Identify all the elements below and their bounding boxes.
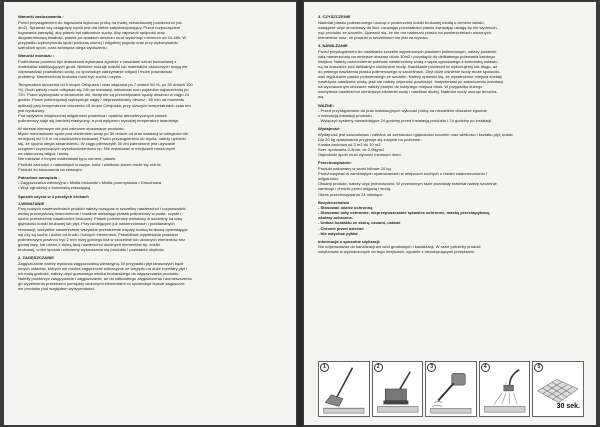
text-line: • Wąż ogrodowy z końcówką zraszającą xyxy=(18,185,91,191)
text-line: - Stosować buty ochronne, nieprzepuszczalne rękawice ochronne, maskę przeciwpyłową, xyxy=(318,210,491,216)
section-heading: Potrzebne narzędzia : xyxy=(18,174,60,180)
section-heading: Sposób użycia w 4 prostych krokach xyxy=(18,193,89,199)
step-2-panel xyxy=(372,361,424,417)
text-line: Dla 20 kg opakowania przyjmuje się zużycie na poziomie : xyxy=(318,137,423,143)
text-line: wą. xyxy=(318,94,325,100)
text-line: nawilżycie nawilżone wodą, jeśli nie należy czynność powtórzyć. Natychmiast po zakończeniu instalacji xyxy=(318,79,503,85)
text-line: górnej fazy, lub równo z dolną fazą nawierzchni ukośnych elementów np. kostki xyxy=(18,241,160,247)
text-line: W okresie zimowym nie jest zalecane stosowanie produktu. xyxy=(18,125,125,131)
text-line: Produkt pakowany w worki foliowe 20 kg. xyxy=(318,166,392,172)
text-line: Przed przystąpieniem do nawilżania szczelin wypełnionych piaskiem polimerowym, należy podzielić xyxy=(318,48,497,54)
paragraph xyxy=(18,59,284,79)
section-heading: 1.WMIATANIE xyxy=(18,200,45,206)
section-heading: WAŻNE: xyxy=(318,102,334,108)
section-heading: Warunki montażu : xyxy=(18,53,55,59)
text-line: innych układów, których nie można zagęszczać wibracyjnie ze względu na duże rozmiary płyt i xyxy=(18,265,187,271)
text-line: Mycie mechaniczne spoin pod ciśnieniem wody po 30 dniach od dnia instalacji w odległości nie xyxy=(18,130,189,136)
broom-sweeping-icon xyxy=(319,362,369,416)
section-heading: Przechowywanie: xyxy=(318,160,352,166)
text-line: z instrukcją instalacji produktu . xyxy=(318,113,375,119)
paragraph xyxy=(18,180,284,190)
step-number: 2 xyxy=(374,363,383,372)
paragraph xyxy=(318,205,584,236)
text-line: Kostka brukowa od 3 m2 do 10 m2 xyxy=(318,142,381,148)
text-line: Nie mieszać z innymi materiałami typu cement, piasek. xyxy=(18,156,117,162)
text-line: - Nie wdychać pyłów xyxy=(318,230,358,236)
text-line: urządzeń czyszczących wysokociśnieniowo np. Nie instalować w miejscach narażonych xyxy=(18,146,176,152)
section-heading: Informacja o sposobie utylizacji: xyxy=(318,238,381,244)
blower-icon xyxy=(426,362,476,416)
text-line: - Chronić przed dziećmi xyxy=(318,225,364,231)
text-line: 72h. Prace wykonywać w słonecznie dni, kiedy nie są przewidywane opady deszczu w ciągu 24 xyxy=(18,92,190,98)
text-line: suche przestrzenie nawierzchni brukowej. Piasek polimerowy wmiatany w szczeliny na całą xyxy=(18,216,182,222)
text-line: na wyznaczonym obszarze należy przejść do kolejnego miejsca obok. W przypadku dużego xyxy=(318,84,483,90)
text-line: okulary ochronne. xyxy=(318,215,354,221)
text-line: elementów oraz, że produkt w szczelinach nie jest za wysoko. xyxy=(318,34,429,40)
right-page-text xyxy=(318,14,584,255)
text-line: 4m2). Sprawdź czy osiągnięty wynik jest dla ciebie satysfakcjonujący. Przed rozpoczęciem xyxy=(18,24,181,30)
text-line: głębokość kostki brukowej lub płyt. Przy istniejących już nawierzchniach i poddawanych xyxy=(18,221,175,227)
text-line: go wypełnienia przestrzeni pomiędzy ułożonymi elementami co spowoduje lepsze zagęszcze- xyxy=(18,281,186,286)
text-line: Podbudowa powinna być dranażowa wykonana zgodnie z zasadami sztuki budowlanej z xyxy=(18,58,177,64)
text-line: %). Ruch pieszy może odbywać się 24h po instalacji, natomiast ruch pojazdów najwcześniej po xyxy=(18,87,189,93)
paragraph xyxy=(18,20,284,51)
section-heading: 4. NAWILŻANIE xyxy=(318,42,348,48)
text-line: brukowej, w ten sposób unikniemy wykruszania się produktu i powstania ubytków. xyxy=(18,246,165,252)
left-page-text xyxy=(18,14,284,291)
text-line: nachylenia nawierzchni zmniejszyć ciśnienie wody i nawilżać dłużej. Nadmiar wody usunąć dmucha- xyxy=(318,89,498,95)
text-line: aplikacji przy temperaturze otoczenia 15 stopni Celsjusza, przy niższych temperaturach czas ten xyxy=(18,102,191,108)
text-line: odprowadzać prawidłowo wody, co spowoduje zatrzymanie wilgoci i może powodować xyxy=(18,68,173,74)
step-number: 5 xyxy=(534,363,543,372)
text-line: Produkt zachodzi z naturalnych kruszyw, kolor i wielkość ziaren może się różnić. xyxy=(18,161,162,167)
text-line: zutylizować w wyznaczonych do tego miejscach, zgodnie z obowiązującymi przepisami. xyxy=(318,249,475,255)
section-heading: Bezpieczeństwo xyxy=(318,199,350,205)
text-line: przypadku wykonywania spoin podczas zimnej i wilgotnej pogody oraz przy wykonywaniu xyxy=(18,39,178,45)
text-line: Pod wpływem zwiększonej wilgotności powietrza i opadów atmosferycznych piasek xyxy=(18,112,167,118)
text-line: Okres przechowywania 24 miesiące. xyxy=(318,191,384,197)
text-line: miejsca. Należy równomiernie polewać nawierzchnię wodą z węża ogrodowego z końcówką ustawio- xyxy=(318,58,499,64)
text-line: - Przed przystąpieniem do prac instalacyjnych wykonać próbę na niewielkim obszarze zgodnie xyxy=(318,108,487,114)
text-line: polimerowy staje się bardziej elastyczny, a pod wpływem wysokiej temperatury twardnieje. xyxy=(18,117,180,123)
text-line: Głębokość spoin musi wynosić minimum 4mm. xyxy=(318,152,402,158)
paragraph xyxy=(318,244,584,254)
text-line: renowacji, wszystkie nawierzchnie wszystkie przestrzenie między kostką brukową opierwiające xyxy=(18,226,188,232)
text-line: Nadmiar piasku polimerowego usunąć z powierzchni kostki brukowej miotłą o cienkim włosiu, xyxy=(318,19,485,25)
text-line: Przy nowych nawierzchniach produkt należy rozsypać w szczeliny nawierzchni i rozprowadzić xyxy=(18,206,186,212)
instruction-steps xyxy=(318,361,584,417)
step-4-panel xyxy=(479,361,531,417)
text-line: miotłą przemysłową równomiernie i uważnie wmiatając piasek polimerowy w puste, czyste i xyxy=(18,211,182,217)
text-line: się, że spoina ułegła stwardnieniu. W ciągu pierwszych 30 dni zabronione jest używanie xyxy=(18,141,176,147)
section-heading: Warunki zastosowania : xyxy=(18,14,64,19)
text-line: na całoroczną wilgoć i wodę. xyxy=(18,151,70,157)
paragraph xyxy=(18,126,284,172)
text-line: następnie użyć dmuchawy do liści, usuwając pozostałości piasku zwracając uwagę by nie wydmuch- xyxy=(318,24,498,30)
text-line: wać wypłukanie piasku polimerowego ze szczelin. Należy upewnić się, że wystarczone miejsca zostały xyxy=(318,74,502,80)
text-line: szerokich spoin, czas schnięcia ulega wydłużeniu. xyxy=(18,45,108,51)
text-line: - Stosować odzież ochronną xyxy=(318,205,373,211)
watering-hose-icon xyxy=(480,362,530,416)
text-line: nąć produktu ze szczelin. Upewnić się, że nie ma nadmiaru piasku na powierzchniach ułożonych xyxy=(318,29,491,35)
text-line: do pełnego nawilżenia piasku polimerowego w szczelinach. Zbyt duże ciśnienie wody może spowodo- xyxy=(318,68,501,74)
text-line: Zagęszczanie należy wykonać zagęszczarką wibracyjną. W przypadku płyt tarasowych bądź xyxy=(18,260,184,266)
text-line: Produkt do stosowania na zewnątrz. xyxy=(18,166,84,172)
section-heading: Wydajność: xyxy=(318,126,341,132)
text-line: materiałów stabilizujących grunt. Niektóre rodzaje ścieżki lub materiałów osłonowych mogą nie xyxy=(18,63,188,69)
paragraph xyxy=(318,166,584,197)
text-line: jest wydłużony. xyxy=(18,107,46,113)
step-number: 4 xyxy=(481,363,490,372)
paragraph xyxy=(18,261,284,292)
text-line: się czy są suche i wolne od brudu i luźnych elementów. Prawidłowe wypełnianie piaskiem xyxy=(18,231,179,237)
paragraph xyxy=(18,206,284,252)
paragraph xyxy=(318,108,584,123)
text-line: Otwarty produkt, należy użyć jednorazowo. W przeciwnym razie pozostały materiał należy szczelnie xyxy=(318,181,497,187)
paragraph xyxy=(18,82,284,123)
right-page xyxy=(304,2,596,425)
text-line: • Zagęszczarka wibracyjna • Miotła brukarski • Miotła przemysłowa • Dmuchawa xyxy=(18,180,162,186)
step-1-panel xyxy=(318,361,370,417)
text-line: Nie odprowadzać do kanalizacji ani wód gruntowych i kanalizacji. W razie potrzeby produkt xyxy=(318,244,481,250)
text-line: Przechowywać w zamkniętych opakowaniach w miejscach suchych o niskim nasłonecznianiu i xyxy=(318,171,487,177)
step-number: 3 xyxy=(427,363,436,372)
text-line: zamknąć i chronić przed wilgocią i wodą. xyxy=(318,186,392,192)
paragraph xyxy=(318,132,584,157)
text-line: polimerowym powinno być 2 mm niżej górnego lica w szczelinie lub ukośnych elementów bez xyxy=(18,236,186,242)
text-line: nie produktu pod względem wytrzymałości. xyxy=(18,286,95,292)
text-line: Wydajność jest szacunkowa i zależna od szerokości i głębokości szczelin oraz wielkości i kształtu płyt, kostki. xyxy=(318,131,514,137)
text-line: ną na zraszanie pod delikatnym ciśnieniem wody. Nawilżanie powierzchni wykonujemy tak długo, aż xyxy=(318,63,498,69)
paragraph xyxy=(318,20,584,40)
text-line: Należy powtórzyć zasypywanie i zagęszczanie, aż do całkowitego zagęszczenia i domieszczenia xyxy=(18,275,192,281)
text-line: Temperatura otoczenia od 5 stopni Celsjusza i czas wiązania po 7 dniach 50 %, po 30 dniach 100 xyxy=(18,82,193,88)
text-line: ich małą grubość, należy użyć gumowego młotka brukarskiego do zagęszczania produktu. xyxy=(18,270,180,276)
text-line: godzin. Prace polimeryzacji wytrzymuje nagły i nieprzewidziany deszcz : 60 min od momentu xyxy=(18,97,185,103)
step-5-panel xyxy=(532,361,584,417)
section-heading: 2. ZAGĘSZCZANIE xyxy=(18,255,54,261)
text-line: długoterminową trwałość, piasek po opadach deszczu musi wyschnąć minimum od 24-48h. W xyxy=(18,34,187,40)
text-line: Szer. spoiwania 2-3mm, ok.2,0kg/m2 xyxy=(318,147,385,153)
text-line: - Wyłączyć systemy nawadniające 24 godziny przed instalacją produktu i 24 godziny po instalacji xyxy=(318,118,492,124)
text-line: fugowania pamiętaj, aby piasek był całkowicie suchy. Aby zapewnić spójność oraz xyxy=(18,29,165,35)
step-5-caption: 30 sek. xyxy=(556,403,580,410)
text-line: - Unikać kontaktu ze skórą, oczami, ustami xyxy=(318,220,401,226)
step-number: 1 xyxy=(320,363,329,372)
left-page xyxy=(4,2,296,425)
page-fold xyxy=(297,0,303,427)
paragraph xyxy=(318,49,584,100)
text-line: wilgotności. xyxy=(318,176,339,182)
section-heading: 3. CZYSZCZENIE xyxy=(318,14,351,19)
step-3-panel xyxy=(425,361,477,417)
text-line: całą nawierzchnię na mniejsze obszary około 30m2 i przystąpić do delikatnego polewania każdego xyxy=(318,53,495,59)
text-line: Przed przystąpieniem do fugowania wykonać próbę na małej, niewidocznej powierzchni (ok. xyxy=(18,19,183,25)
text-line: problemy. Nawierzchnia brukowa musi być sucha i czysta. xyxy=(18,74,123,80)
vibrating-compactor-icon xyxy=(373,362,423,416)
text-line: mniejszej niż 0,5 m od nawierzchni brukowej. Przed przystąpieniem do mycia, należy upewnić xyxy=(18,136,187,142)
